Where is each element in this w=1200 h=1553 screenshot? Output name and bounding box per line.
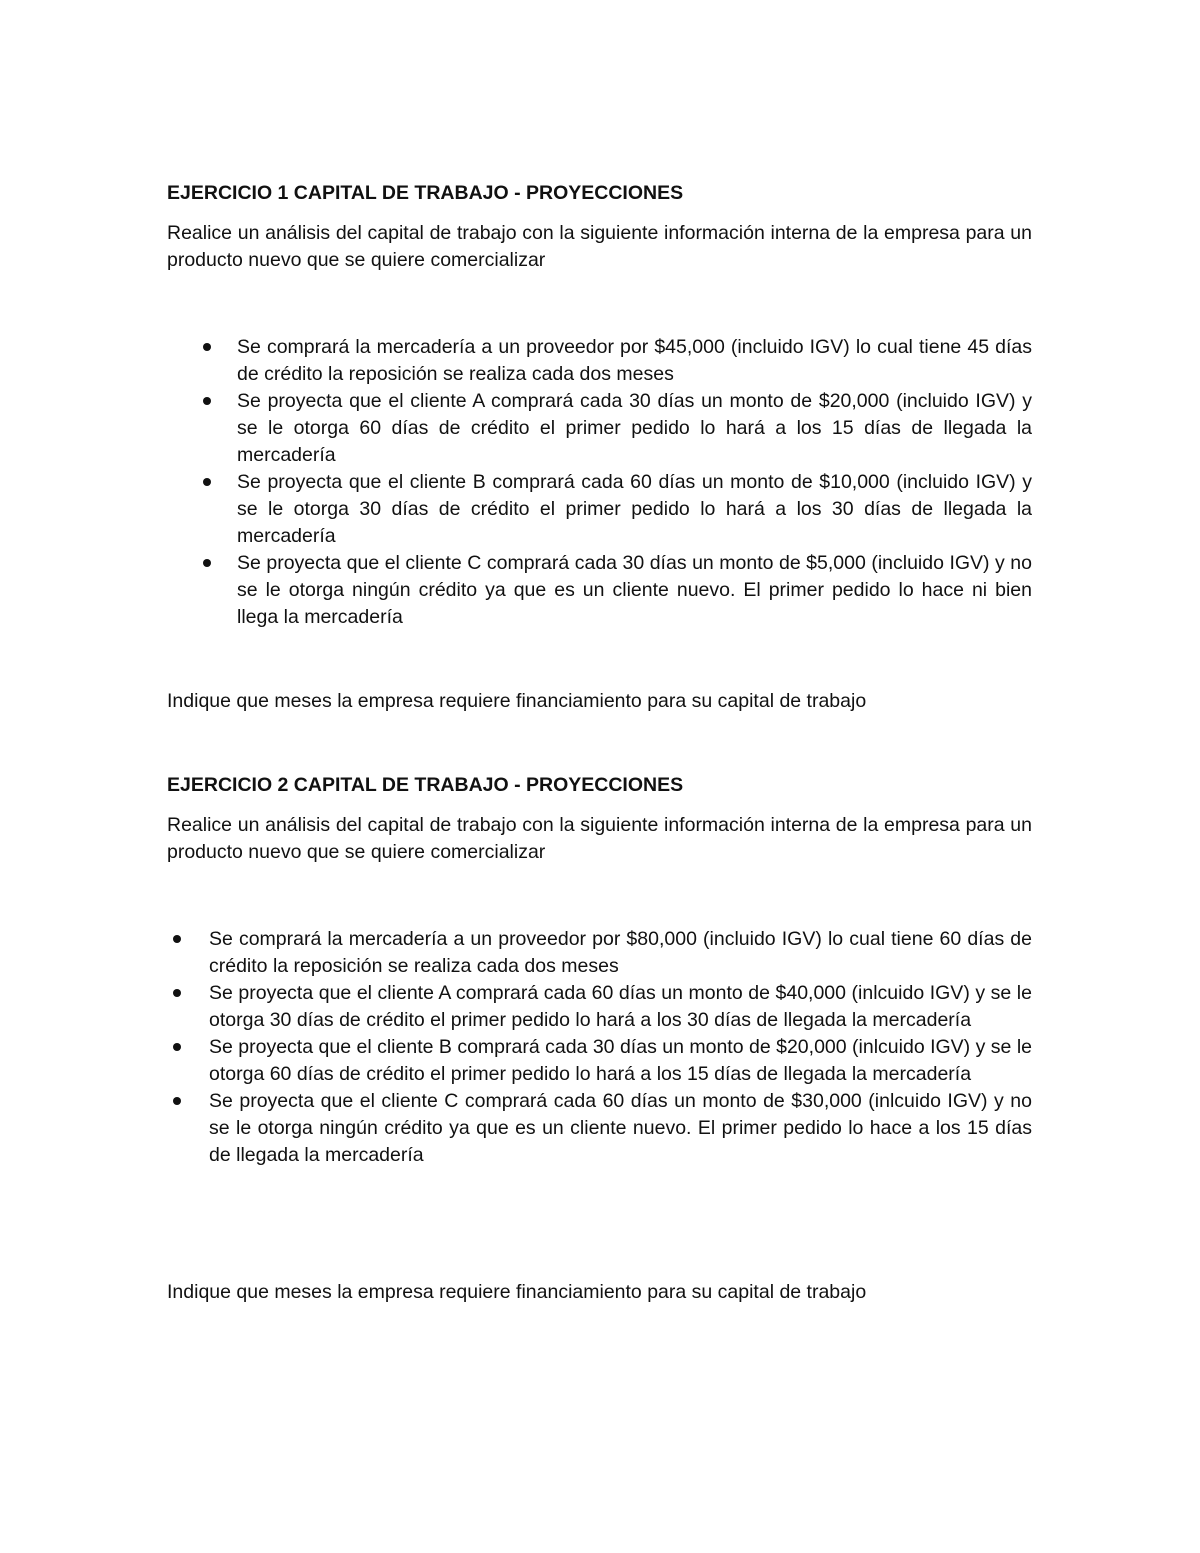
list-item <box>237 550 1032 631</box>
bullet-icon <box>173 1097 181 1105</box>
bullet-icon <box>173 1043 181 1051</box>
exercise-1-title: EJERCICIO 1 CAPITAL DE TRABAJO - PROYECCIONES <box>167 182 684 204</box>
bullet-text: Se proyecta que el cliente B comprará cada 60 días un monto de $10,000 (incluido IGV) y se le otorga 30 días de crédito el primer pedido lo hará a los 30 días de llegada la mercadería <box>237 471 1032 547</box>
bullet-text: Se proyecta que el cliente A comprará cada 60 días un monto de $40,000 (inlcuido IGV) y se le otorga 30 días de crédito el primer pedido lo hará a los 30 días de llegada la mercadería <box>209 982 1032 1031</box>
list-item <box>237 388 1032 469</box>
bullet-text: Se proyecta que el cliente B comprará cada 30 días un monto de $20,000 (inlcuido IGV) y se le otorga 60 días de crédito el primer pedido lo hará a los 15 días de llegada la mercadería <box>209 1036 1032 1085</box>
bullet-text: Se proyecta que el cliente C comprará cada 60 días un monto de $30,000 (inlcuido IGV) y no se le otorga ningún crédito ya que es un cliente nuevo. El primer pedido lo hace a los 15 días de llegada la mercadería <box>209 1090 1032 1166</box>
list-item <box>237 469 1032 550</box>
exercise-1-bullet-list <box>237 334 1032 631</box>
list-item <box>209 1034 1032 1088</box>
list-item <box>209 926 1032 980</box>
bullet-icon <box>203 559 211 567</box>
bullet-text: Se comprará la mercadería a un proveedor por $80,000 (incluido IGV) lo cual tiene 60 días de crédito la reposición se realiza cada dos meses <box>209 928 1032 977</box>
bullet-icon <box>203 397 211 405</box>
exercise-2-bullet-list <box>209 926 1032 1169</box>
exercise-2-question: Indique que meses la empresa requiere financiamiento para su capital de trabajo <box>167 1281 867 1303</box>
bullet-text: Se proyecta que el cliente C comprará cada 30 días un monto de $5,000 (incluido IGV) y no se le otorga ningún crédito ya que es un cliente nuevo. El primer pedido lo hace ni bien llega la mercadería <box>237 552 1032 628</box>
bullet-icon <box>203 478 211 486</box>
bullet-text: Se comprará la mercadería a un proveedor por $45,000 (incluido IGV) lo cual tiene 45 días de crédito la reposición se realiza cada dos meses <box>237 336 1032 385</box>
exercise-2-title: EJERCICIO 2 CAPITAL DE TRABAJO - PROYECCIONES <box>167 774 684 796</box>
exercise-1-section <box>167 180 1032 712</box>
bullet-icon <box>173 989 181 997</box>
exercise-2-intro: Realice un análisis del capital de trabajo con la siguiente información interna de la empresa para un producto nuevo que se quiere comercializar <box>167 814 1032 863</box>
list-item <box>209 980 1032 1034</box>
exercise-1-question: Indique que meses la empresa requiere financiamiento para su capital de trabajo <box>167 690 867 712</box>
bullet-icon <box>173 935 181 943</box>
bullet-icon <box>203 343 211 351</box>
bullet-text: Se proyecta que el cliente A comprará cada 30 días un monto de $20,000 (incluido IGV) y se le otorga 60 días de crédito el primer pedido lo hará a los 15 días de llegada la mercadería <box>237 390 1032 466</box>
exercise-2-section <box>167 772 1032 1303</box>
list-item <box>209 1088 1032 1169</box>
list-item <box>237 334 1032 388</box>
exercise-1-intro: Realice un análisis del capital de trabajo con la siguiente información interna de la empresa para un producto nuevo que se quiere comercializar <box>167 222 1032 271</box>
